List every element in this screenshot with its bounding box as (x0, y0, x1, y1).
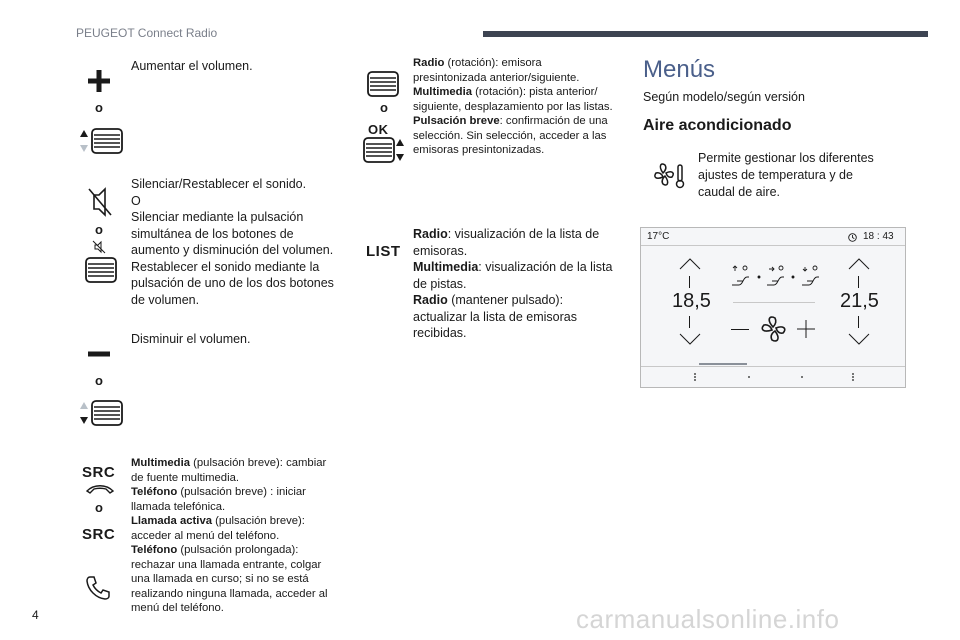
phone-hangup-icon (84, 483, 116, 495)
phone-icon (84, 574, 112, 602)
src-line: Teléfono (pulsación breve) : iniciar llamada telefónica. (131, 486, 306, 513)
ac-heading: Aire acondicionado (643, 117, 792, 134)
list-line: Radio: visualización de la lista de emisoras. (413, 227, 600, 258)
rotation-line: Pulsación breve: confirmación de una selección. Sin selección, acceder a las emisoras presintonizadas. (413, 115, 608, 156)
volume-wheel-icon (78, 399, 124, 427)
list-line: Radio (mantener pulsado): actualizar la lista de emisoras recibidas. (413, 293, 577, 340)
list-text (413, 226, 618, 342)
or-label: o (95, 500, 103, 515)
rotary-wheel-icon (366, 70, 400, 98)
section-subtitle: Según modelo/según versión (643, 90, 805, 104)
src-label: SRC (82, 464, 116, 481)
mute-line: Silenciar mediante la pulsación simultánea de los botones de aumento y disminución del volumen. (131, 210, 334, 257)
clock-time: 18 : 43 (863, 231, 894, 242)
src-text (131, 456, 331, 616)
bottom-tab-indicator (699, 363, 747, 365)
mute-small-icon (92, 240, 106, 254)
left-temp-tick (689, 276, 690, 288)
right-temp-up-icon[interactable] (848, 258, 870, 270)
or-label: o (95, 222, 103, 237)
ac-description: Permite gestionar los diferentes ajustes de temperatura y de caudal de aire. (698, 151, 874, 199)
page-number: 4 (32, 608, 39, 622)
or-label: o (380, 100, 388, 115)
air-conditioning-icon (650, 160, 686, 190)
right-temp-tick (858, 276, 859, 288)
outside-temperature: 17°C (647, 231, 670, 242)
or-label: o (95, 373, 103, 388)
or-label: o (95, 100, 103, 115)
mute-speaker-icon (86, 186, 114, 218)
header-title: PEUGEOT Connect Radio (76, 26, 218, 40)
bottom-nav-dots[interactable] (691, 372, 861, 382)
src-line: Multimedia (pulsación breve): cambiar de fuente multimedia. (131, 457, 327, 484)
list-label: LIST (366, 243, 401, 260)
minus-icon (88, 351, 110, 357)
bottom-divider (641, 366, 905, 367)
mute-line: Restablecer el sonido mediante la pulsación de uno de los dos botones de volumen. (131, 259, 334, 307)
ok-label: OK (368, 122, 389, 137)
right-temp-down-icon[interactable] (848, 333, 870, 345)
right-temp-tick (858, 316, 859, 328)
fan-minus-button[interactable] (731, 329, 749, 330)
wheel-icon (84, 256, 118, 284)
fan-icon (759, 314, 789, 344)
left-temp-down-icon[interactable] (679, 333, 701, 345)
airflow-divider (733, 302, 815, 303)
status-divider (641, 245, 905, 246)
volume-down-text: Disminuir el volumen. (131, 332, 251, 346)
src-line: Teléfono (pulsación prolongada): rechazar una llamada entrante, colgar una llamada en curso; si no se está realizando ninguna llamada, acceder al menú del teléfono. (131, 544, 328, 614)
left-temp-up-icon[interactable] (679, 258, 701, 270)
ac-touchscreen (640, 227, 906, 388)
left-temp-tick (689, 316, 690, 328)
list-line: Multimedia: visualización de la lista de pistas. (413, 260, 613, 291)
fan-plus-button[interactable] (797, 320, 815, 338)
volume-wheel-icon (78, 127, 124, 155)
rotation-line: Radio (rotación): emisora presintonizada anterior/siguiente. (413, 57, 580, 84)
plus-icon (88, 70, 110, 92)
rotation-line: Multimedia (rotación): pista anterior/ siguiente, desplazamiento por las listas. (413, 86, 613, 113)
header-bar (483, 31, 928, 37)
src-line: Llamada activa (pulsación breve): acceder al menú del teléfono. (131, 515, 305, 542)
volume-up-text: Aumentar el volumen. (131, 59, 253, 73)
mute-line: O (131, 193, 141, 208)
footer-watermark: carmanualsonline.info (576, 604, 840, 634)
section-title: Menús (643, 56, 716, 83)
rotation-text (413, 56, 618, 158)
clock-icon (848, 233, 857, 242)
left-temperature: 18,5 (672, 290, 711, 312)
mute-line: Silenciar/Restablecer el sonido. (131, 177, 307, 191)
mute-text (131, 176, 341, 308)
src-label: SRC (82, 526, 116, 543)
right-temperature: 21,5 (840, 290, 879, 312)
airflow-mode-icons[interactable] (729, 263, 825, 289)
ok-wheel-icon (362, 136, 406, 164)
